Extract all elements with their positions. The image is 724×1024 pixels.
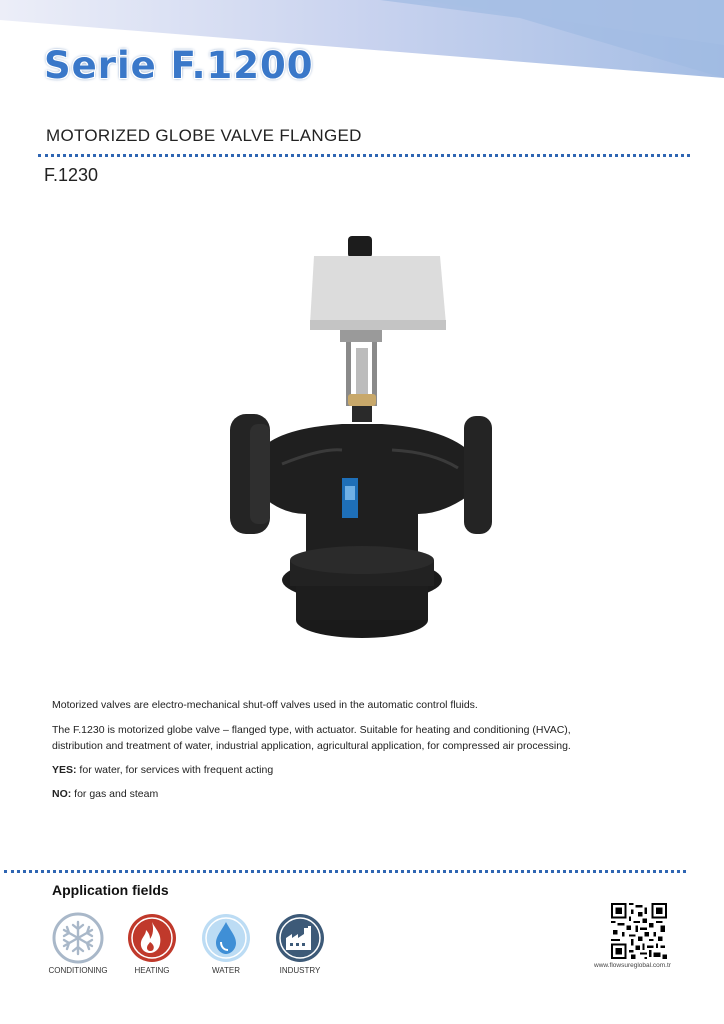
yes-text: for water, for services with frequent acting: [76, 764, 274, 776]
flame-icon: [126, 912, 178, 964]
divider-bottom: [4, 870, 686, 873]
no-text: for gas and steam: [71, 788, 159, 800]
no-statement: [52, 786, 682, 802]
field-label-heating: HEATING: [134, 966, 170, 975]
description-line-2: The F.1230 is motorized globe valve – flanged type, with actuator. Suitable for heating and conditioning (HVAC),: [52, 724, 571, 736]
series-title: Serie F.1200: [44, 44, 314, 87]
field-label-conditioning: CONDITIONING: [48, 966, 108, 975]
no-label: NO:: [52, 788, 72, 800]
yes-label: YES:: [52, 764, 77, 776]
model-number: F.1230: [44, 165, 99, 185]
factory-icon: [274, 912, 326, 964]
application-fields-title: Application fields: [52, 882, 169, 898]
qr-code[interactable]: [611, 903, 667, 959]
product-subtitle: MOTORIZED GLOBE VALVE FLANGED: [46, 126, 362, 145]
description-line-1: Motorized valves are electro-mechanical shut-off valves used in the automatic control fluids.: [52, 699, 478, 711]
website-url[interactable]: www.flowsureglobal.com.tr: [594, 962, 671, 969]
field-label-industry: INDUSTRY: [279, 966, 321, 975]
field-label-water: WATER: [212, 966, 240, 975]
divider-top: [38, 154, 690, 157]
valve-product-image: [222, 228, 502, 648]
water-drop-icon: [200, 912, 252, 964]
description-line-3: distribution and treatment of water, industrial application, agricultural application, for compressed air processing.: [52, 740, 571, 752]
yes-statement: [52, 762, 682, 778]
snowflake-icon: [52, 912, 104, 964]
